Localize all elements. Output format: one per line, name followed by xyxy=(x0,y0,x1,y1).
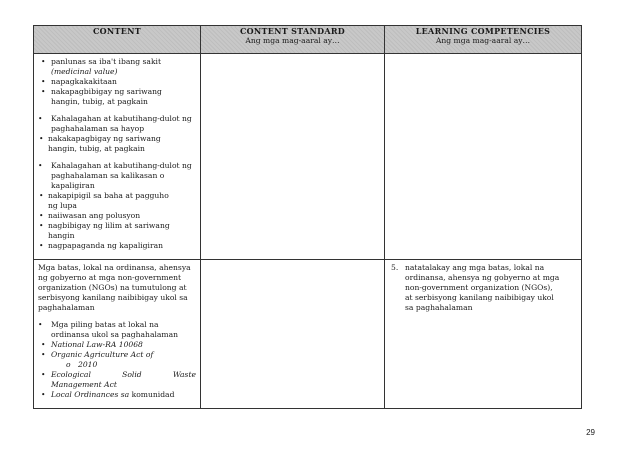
list-item-text: naiiwasan ang polusyon xyxy=(48,211,141,220)
list-item xyxy=(38,87,196,107)
content-cell xyxy=(34,260,201,409)
header-row xyxy=(34,26,582,54)
law-name: Organic Agriculture Act of xyxy=(51,350,154,359)
competency-line: sa paghahalaman xyxy=(405,303,473,312)
list-item-text: nagbibigay ng lilim at sariwang xyxy=(48,221,170,230)
topic-item xyxy=(38,114,196,134)
competency-line: non-government organization (NGOs), xyxy=(405,283,553,292)
competency-text xyxy=(405,263,577,313)
competency-line: natatalakay ang mga batas, lokal na xyxy=(405,263,545,272)
list-item-text: nakapipigil sa baha at pagguho xyxy=(48,191,169,200)
table-row xyxy=(34,260,582,409)
paragraph-line: serbisyong kanilang naibibigay ukol sa xyxy=(38,293,188,302)
topic-text: paghahalaman sa kalikasan o xyxy=(51,171,165,180)
competency-item xyxy=(389,263,577,313)
law-name: National Law-RA 10068 xyxy=(51,340,143,349)
list-item-text: nakapagbibigay ng sariwang xyxy=(51,87,162,96)
header-competencies-label: LEARNING COMPETENCIES xyxy=(415,26,551,36)
law-word: Solid xyxy=(122,370,142,379)
list-item xyxy=(38,241,196,251)
competency-line: ordinansa, ahensya ng gobyerno at mga xyxy=(405,273,560,282)
topic-text: kapaligiran xyxy=(51,181,95,190)
header-learning-competencies xyxy=(385,26,582,54)
list-item xyxy=(38,57,196,77)
curriculum-table xyxy=(33,25,582,409)
list-item xyxy=(38,340,196,350)
topic-text: Kahalagahan at kabutihang-dulot ng xyxy=(51,114,192,123)
laws-list xyxy=(38,320,196,400)
law-year: 2010 xyxy=(78,360,98,369)
page-number: 29 xyxy=(586,428,595,437)
content-cell xyxy=(34,54,201,260)
list-item-text: hangin xyxy=(48,231,75,240)
list-item-text: ng lupa xyxy=(48,201,77,210)
list-item-text: napagkakakitaan xyxy=(51,77,117,86)
laws-intro-paragraph xyxy=(38,263,196,313)
topic-item xyxy=(38,161,196,191)
paragraph-line: organization (NGOs) na tumutulong at xyxy=(38,283,187,292)
learning-competencies-cell xyxy=(385,54,582,260)
sub-list-item xyxy=(38,360,196,370)
list-item-text: hangin, tubig, at pagkain xyxy=(51,97,148,106)
topic-text: Kahalagahan at kabutihang-dulot ng xyxy=(51,161,192,170)
law-name: Management Act xyxy=(51,380,117,389)
list-item xyxy=(38,77,196,87)
header-content-label: CONTENT xyxy=(92,26,142,36)
content-standard-cell xyxy=(201,260,385,409)
content-standard-cell xyxy=(201,54,385,260)
header-standard-label: CONTENT STANDARD xyxy=(239,26,346,36)
header-competencies-sub: Ang mga mag-aaral ay… xyxy=(435,36,531,45)
law-word: Waste xyxy=(172,370,196,379)
header-standard-sub: Ang mga mag-aaral ay… xyxy=(245,36,340,45)
header-content xyxy=(34,26,201,54)
list-item xyxy=(38,370,196,390)
topic-text: ordinansa ukol sa paghahalaman xyxy=(51,330,179,339)
law-word: • Ecological xyxy=(51,370,91,379)
list-item-text: panlunas sa iba't ibang sakit xyxy=(51,57,162,66)
header-content-standard xyxy=(201,26,385,54)
list-item xyxy=(38,191,196,211)
paragraph-line: paghahalaman xyxy=(38,303,95,312)
topic-item xyxy=(38,320,196,340)
list-item xyxy=(38,350,196,360)
list-item-text: nagpapaganda ng kapaligiran xyxy=(48,241,164,250)
list-item xyxy=(38,211,196,221)
list-item xyxy=(38,221,196,241)
paragraph-line: Mga batas, lokal na ordinansa, ahensya xyxy=(38,263,191,272)
list-item-note: (medicinal value) xyxy=(51,67,118,76)
list-item-text: hangin, tubig, at pagkain xyxy=(48,144,145,153)
law-name: Local Ordinances sa xyxy=(51,390,130,399)
topic-text: paghahalaman sa hayop xyxy=(51,124,145,133)
topic-text: Mga piling batas at lokal na xyxy=(51,320,159,329)
list-item xyxy=(38,134,196,154)
competency-line: at serbisyong kanilang naibibigay ukol xyxy=(405,293,554,302)
competency-number: 5. xyxy=(391,263,399,272)
learning-competencies-cell xyxy=(385,260,582,409)
table-row xyxy=(34,54,582,260)
list-item xyxy=(38,390,196,400)
benefits-list xyxy=(38,57,196,251)
list-item-text: nakakapagbigay ng sariwang xyxy=(48,134,161,143)
paragraph-line: ng gobyerno at mga non-government xyxy=(38,273,182,282)
law-name-suffix: komunidad xyxy=(131,390,175,399)
